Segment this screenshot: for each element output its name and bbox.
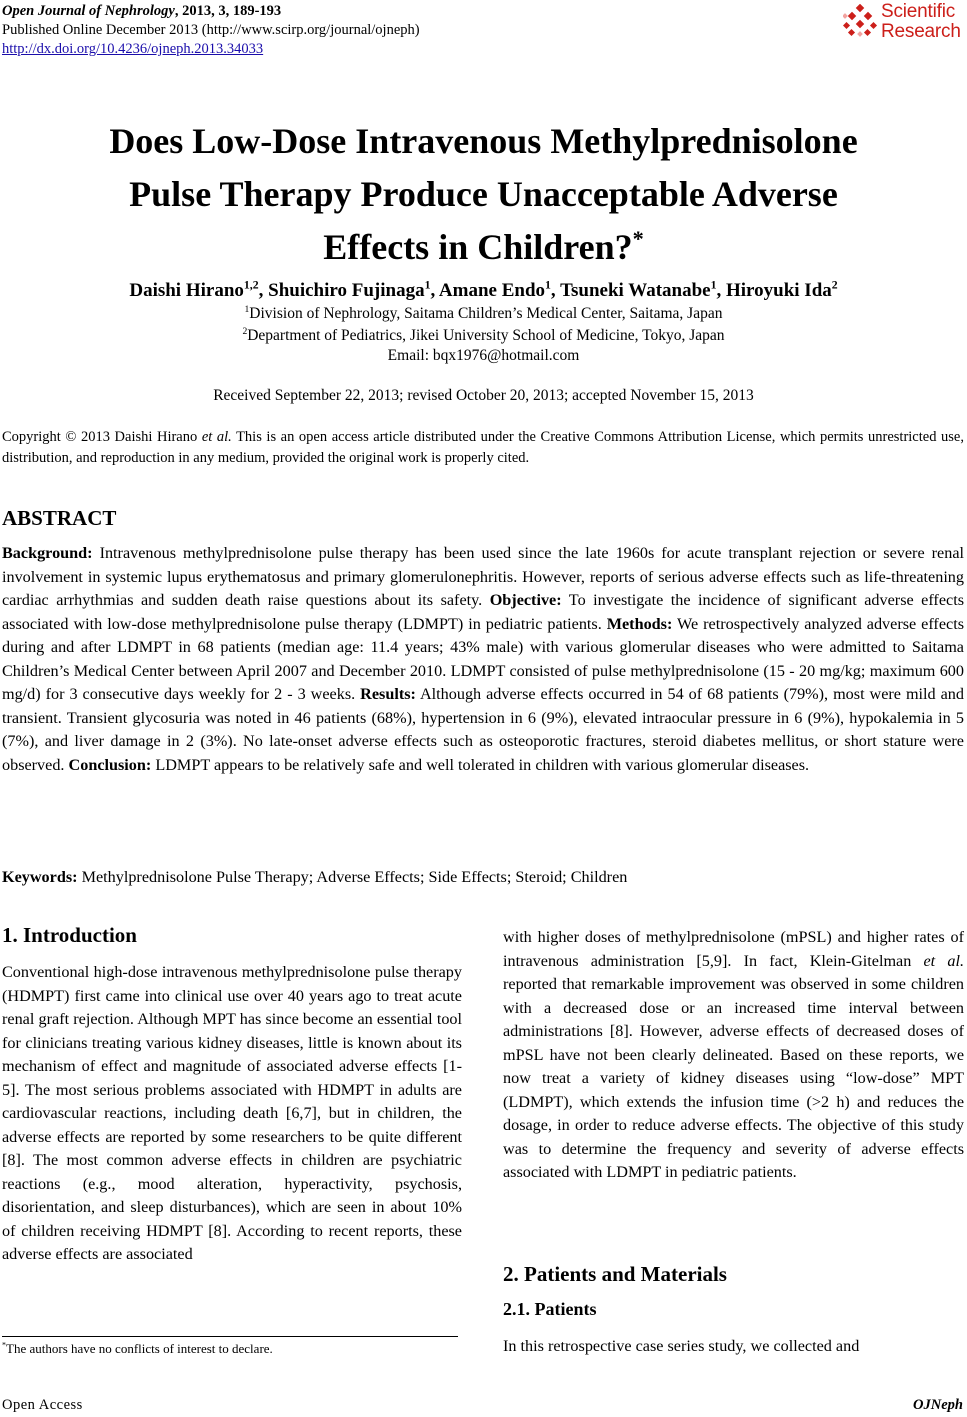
author: Hiroyuki Ida$^2$ [725, 278, 838, 301]
affiliation-2: $^2$Department of Pediatrics, Jikei University School of Medicine, Tokyo, Japan [242, 325, 725, 344]
publisher-logo [843, 2, 963, 46]
introduction-right-text: with higher doses of methylprednisolone (mPSL) and higher rates of intravenous administration [5,9]. In fact, Klein-Gitelman et al. reported that remarkable improvement was observed in some children with a decreased dose or an increased time interval between administrations [8]. However, adverse effects of decreased doses of mPSL have not been clearly delineated. Based on these reports, we now treat a variety of kidney diseases using “low-dose” MPT (LDMPT), which extends the infusion time (>2 h) and reduces the dosage, in order to reduce adverse effects. The objective of this study was to determine the frequency and severity of adverse effects associated with LDMPT in pediatric patients. [503, 928, 964, 1181]
author: Tsuneki Watanabe$^1$, [560, 278, 726, 301]
patients-text: In this retrospective case series study, we collected and [503, 1337, 860, 1355]
abstract-heading: ABSTRACT [2, 506, 117, 530]
author: Shuichiro Fujinaga$^1$, [268, 278, 439, 301]
paper-title: Does Low-Dose Intravenous Methylprednisolone Pulse Therapy Produce Unacceptable Adverse Effects in Children?* [109, 121, 858, 267]
subsection-heading-patients: 2.1. Patients [503, 1299, 597, 1319]
published-line: Published Online December 2013 (http://www.scirp.org/journal/ojneph) [2, 22, 420, 38]
footer-open-access: Open Access [2, 1397, 83, 1413]
received-dates: Received September 22, 2013; revised October 20, 2013; accepted November 15, 2013 [213, 387, 754, 404]
journal-citation [2, 2, 420, 21]
footer-journal-abbr: OJNeph [913, 1397, 963, 1413]
section-heading-introduction: 1. Introduction [2, 923, 137, 947]
section-heading-patients-materials: 2. Patients and Materials [503, 1262, 727, 1286]
author-list [20, 280, 947, 302]
author-email: Email: bqx1976@hotmail.com [387, 347, 580, 364]
affiliation-1: $^1$Division of Nephrology, Saitama Children’s Medical Center, Saitama, Japan [244, 303, 723, 322]
logo-text: Scientific Research [881, 1, 961, 42]
scientific-research-logo-icon [843, 4, 879, 44]
journal-volume: , 2013, 3, 189-193 [174, 3, 282, 19]
copyright-notice: Copyright © 2013 Daishi Hirano et al. This is an open access article distributed under the Creative Commons Attribution License, which permits unrestricted use, distribution, and reproduction in any medium, provided the original work is properly cited. [2, 429, 964, 466]
journal-name: Open Journal of Nephrology [2, 3, 175, 19]
doi-link[interactable]: http://dx.doi.org/10.4236/ojneph.2013.34033 [2, 41, 264, 57]
footnote-rule [2, 1336, 458, 1337]
footnote: *The authors have no conflicts of interest to declare. [2, 1340, 273, 1356]
journal-header [2, 2, 420, 59]
introduction-left-text: Conventional high-dose intravenous methylprednisolone pulse therapy (HDMPT) first came into clinical use over 40 years ago to treat acute renal graft rejection. Although MPT has since become an essential tool for clinicians treating various kidney diseases, little is known about its mechanism of effect and magnitude of associated adverse effects [1-5]. The most serious problems associated with HDMPT in adults are cardiovascular reactions, including death [6,7], but in children, the adverse effects are reported by some researchers to be quite different [8]. The most common adverse effects in children are psychiatric reactions (e.g., mood alteration, hyperactivity, psychosis, disorientation, and sleep disturbances), which are seen in about 10% of children receiving HDMPT [8]. According to recent reports, these adverse effects are associated [2, 963, 462, 1263]
keywords: Keywords: Methylprednisolone Pulse Therapy; Adverse Effects; Side Effects; Steroid; Children [2, 868, 628, 886]
abstract-body: Background: Intravenous methylprednisolone pulse therapy has been used since the late 1960s for acute transplant rejection or severe renal involvement in systemic lupus erythematosus and primary glomerulonephritis. However, reports of serious adverse effects such as life-threatening cardiac arrhythmias and sudden death raise questions about its safety. Objective: To investigate the incidence of significant adverse effects associated with low-dose methylprednisolone pulse therapy (LDMPT) in pediatric patients. Methods: We retrospectively analyzed adverse effects during and after LDMPT in 68 patients (median age: 11.4 years; 43% male) with various glomerular diseases who were admitted to Saitama Children’s Medical Center between April 2007 and December 2010. LDMPT consisted of pulse methylprednisolone (15 - 20 mg/kg; maximum 600 mg/d) for 3 consecutive days weekly for 2 - 3 weeks. Results: Although adverse effects occurred in 54 of 68 patients (79%), most were mild and transient. Transient glycosuria was noted in 46 patients (68%), hypertension in 6 (9%), elevated intraocular pressure in 6 (9%), hypokalemia in 5 (7%), and liver damage in 2 (3%). No late-onset adverse effects such as osteoporotic fractures, steroid diabetes mellitus, or short stature were observed. Conclusion: LDMPT appears to be relatively safe and well tolerated in children with various glomerular diseases. [2, 544, 964, 774]
author: Amane Endo$^1$, [438, 278, 561, 301]
title-footnote-mark: * [632, 226, 644, 251]
author: Daishi Hirano$^{1,2}$, [129, 278, 269, 301]
